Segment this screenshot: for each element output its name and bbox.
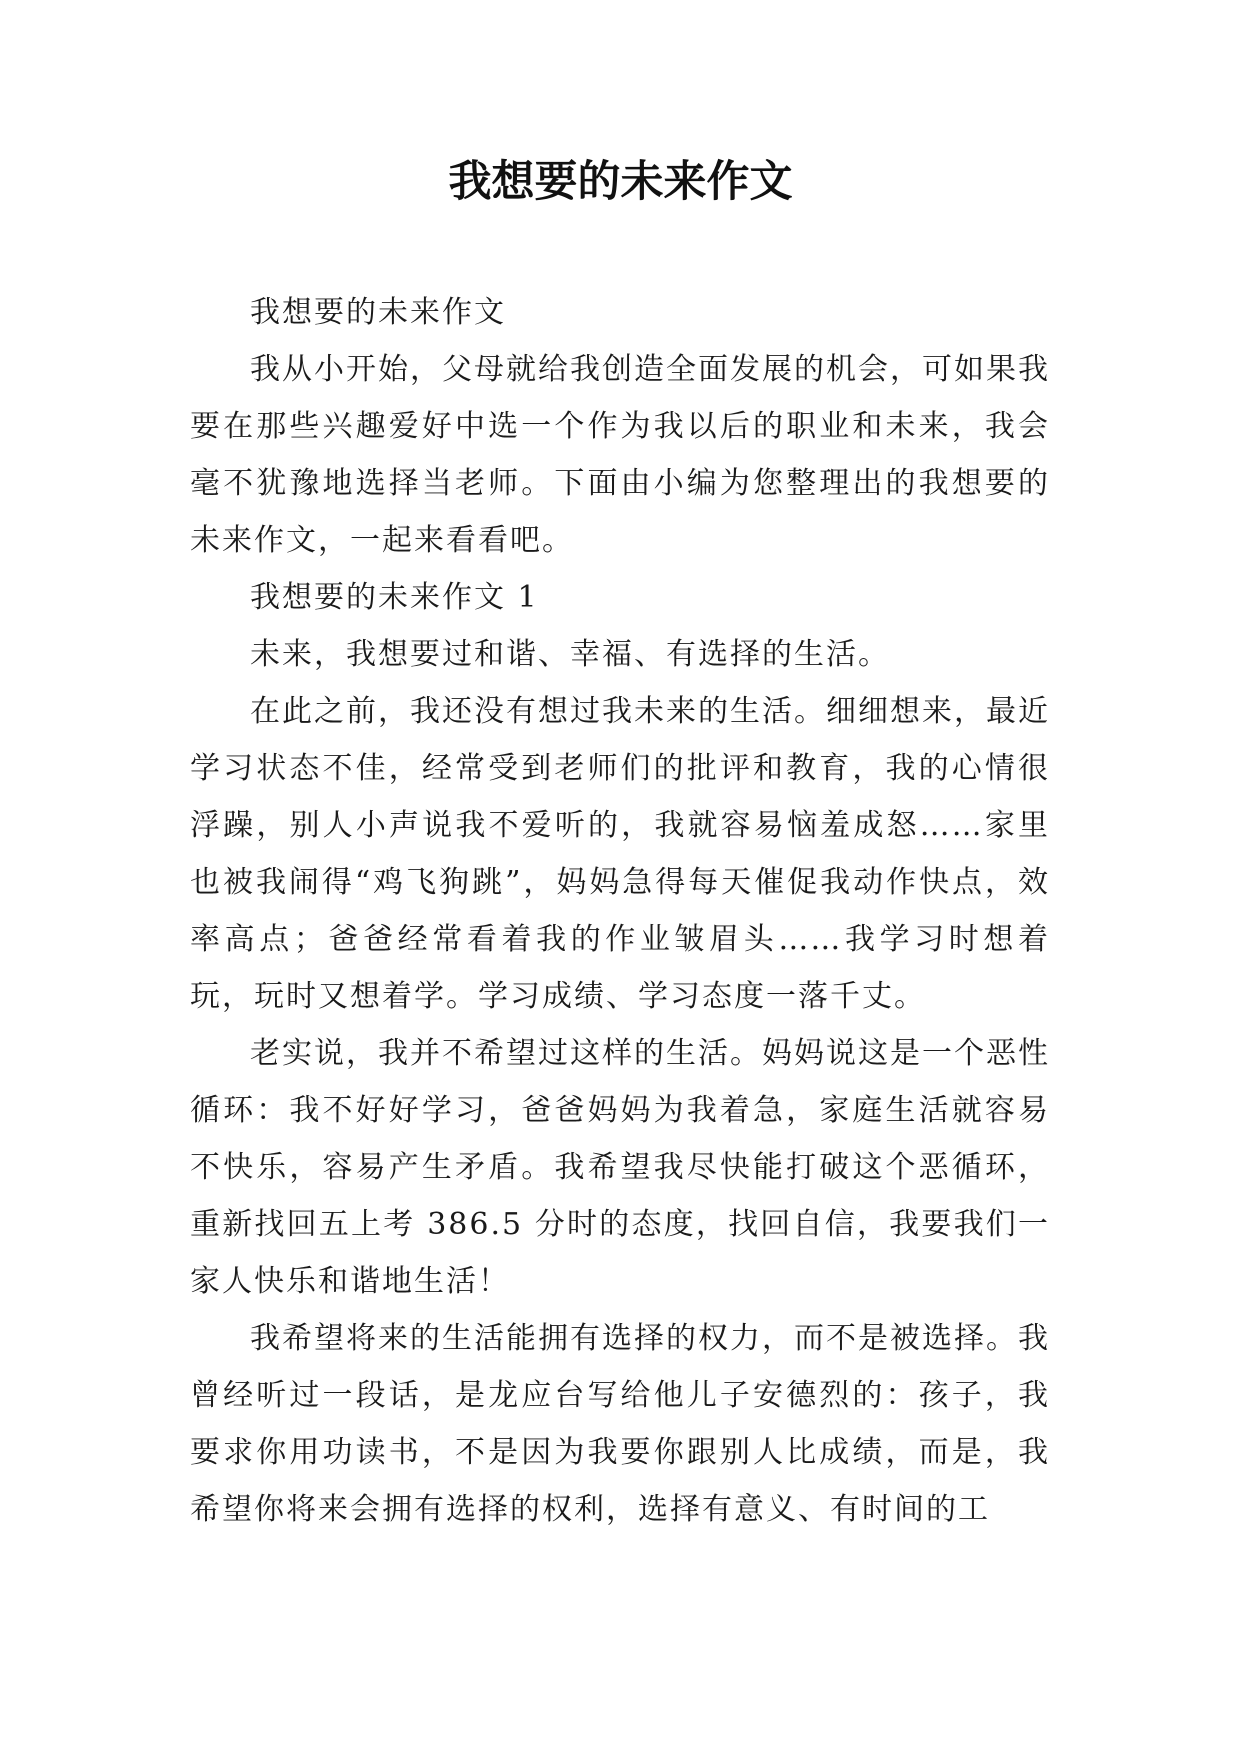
paragraph-intro: 我从小开始，父母就给我创造全面发展的机会，可如果我要在那些兴趣爱好中选一个作为我以后的职业和未来，我会毫不犹豫地选择当老师。下面由小编为您整理出的我想要的未来作文，一起来看看吧。 (190, 352, 1050, 558)
paragraph: 我希望将来的生活能拥有选择的权力，而不是被选择。我曾经听过一段话，是龙应台写给他儿子安德烈的：孩子，我要求你用功读书，不是因为我要你跟别人比成绩，而是，我希望你将来会拥有选择的权利，选择有意义、有时间的工 (190, 1321, 1050, 1527)
paragraph-subtitle: 我想要的未来作文 (250, 295, 506, 330)
document-body (190, 284, 1050, 1538)
paragraph: 在此之前，我还没有想过我未来的生活。细细想来，最近学习状态不佳，经常受到老师们的批评和教育，我的心情很浮躁，别人小声说我不爱听的，我就容易恼羞成怒……家里也被我闹得“鸡飞狗跳”，妈妈急得每天催促我动作快点，效率高点；爸爸经常看着我的作业皱眉头……我学习时想着玩，玩时又想着学。学习成绩、学习态度一落千丈。 (190, 694, 1050, 1014)
paragraph-essay-heading: 我想要的未来作文 1 (250, 580, 539, 615)
paragraph: 老实说，我并不希望过这样的生活。妈妈说这是一个恶性循环：我不好好学习，爸爸妈妈为我着急，家庭生活就容易不快乐，容易产生矛盾。我希望我尽快能打破这个恶循环，重新找回五上考 386.5 分时的态度，找回自信，我要我们一家人快乐和谐地生活！ (190, 1036, 1050, 1299)
paragraph: 未来，我想要过和谐、幸福、有选择的生活。 (250, 637, 890, 672)
document-title: 我想要的未来作文 (448, 157, 793, 207)
